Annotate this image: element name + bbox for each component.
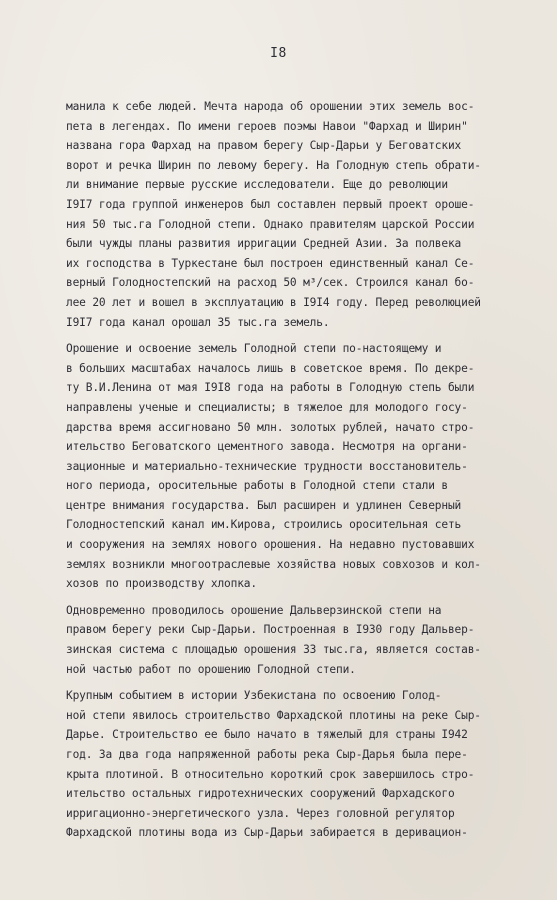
text-line: в больших масштабах началось лишь в советское время. По декре- [66, 361, 475, 375]
paragraph-gap [66, 332, 536, 339]
text-line: направлены ученые и специалисты; в тяжелое для молодого госу- [66, 400, 468, 414]
text-line: Дарье. Строительство ее было начато в тяжелый для страны I942 [66, 728, 468, 742]
text-line: I9I7 года группой инженеров был составлен первый проект ороше- [66, 197, 475, 211]
text-line: Крупным событием в истории Узбекистана по освоению Голод- [66, 689, 442, 703]
text-line: зационные и материально-технические трудности восстановитель- [66, 459, 468, 473]
paragraph-1 [66, 97, 536, 332]
text-line: пета в легендах. По имени героев поэмы Навои "Фархад и Ширин" [66, 119, 468, 133]
text-line: ительство остальных гидротехнических сооружений Фархадского [66, 787, 455, 801]
text-line: ирригационно-энергетического узла. Через головной регулятор [66, 806, 455, 820]
text-line: Фархадской плотины вода из Сыр-Дарьи забирается в деривацион- [66, 826, 468, 840]
text-line: крыта плотиной. В относительно короткий срок завершилось стро- [66, 767, 475, 781]
text-line: манила к себе людей. Мечта народа об орошении этих земель вос- [66, 100, 475, 113]
text-line: ного периода, оросительные работы в Голодной степи стали в [66, 479, 448, 493]
text-line: год. За два года напряженной работы река Сыр-Дарья была пере- [66, 748, 468, 761]
paragraph-3 [66, 601, 536, 679]
text-line: ния 50 тыс.га Голодной степи. Однако правителям царской России [66, 217, 475, 231]
text-line: Орошение и освоение земель Голодной степи по-настоящему и [66, 342, 442, 356]
text-line: правом берегу реки Сыр-Дарьи. Построенная в I930 году Дальвер- [66, 623, 475, 637]
text-line: ной частью работ по орошению Голодной степи. [66, 662, 356, 676]
text-line: Одновременно проводилось орошение Дальверзинской степи на [66, 603, 442, 617]
paragraph-4 [66, 686, 536, 843]
text-line: I9I7 года канал орошал 35 тыс.га земель. [66, 315, 330, 329]
text-line: центре внимания государства. Был расширен и удлинен Северный [66, 498, 462, 512]
text-line: лее 20 лет и вошел в эксплуатацию в I9I4 году. Перед революцией [66, 295, 481, 309]
paragraph-gap [66, 594, 536, 601]
text-line: ительство Беговатского цементного завода. Несмотря на органи- [66, 440, 468, 454]
text-line: зинская система с площадью орошения 33 тыс.га, является состав- [66, 643, 481, 657]
text-line: верный Голодностепский на расход 50 м³/сек. Строился канал бо- [66, 276, 475, 290]
text-line: ной степи явилось строительство Фархадской плотины на реке Сыр- [66, 708, 481, 722]
text-line: ли внимание первые русские исследователи. Еще до революции [66, 178, 448, 192]
text-line: Голодностепский канал им.Кирова, строились оросительная сеть [66, 518, 462, 532]
text-line: названа гора Фархад на правом берегу Сыр-Дарьи у Беговатских [66, 139, 462, 153]
paragraph-2 [66, 339, 536, 594]
text-line: ту В.И.Ленина от мая I9I8 года на работы в Голодную степь были [66, 381, 475, 395]
text-line: дарства время ассигновано 50 млн. золотых рублей, начато стро- [66, 420, 475, 434]
text-line: землях возникли многоотраслевые хозяйства новых совхозов и кол- [66, 557, 481, 571]
text-line: хозов по производству хлопка. [66, 577, 257, 591]
text-line: были чужды планы развития ирригации Средней Азии. За полвека [66, 237, 462, 251]
text-line: и сооружения на землях нового орошения. На недавно пустовавших [66, 538, 475, 552]
document-body [66, 97, 536, 843]
page-number: I8 [270, 46, 287, 61]
paragraph-gap [66, 679, 536, 686]
text-line: ворот и речка Ширин по левому берегу. На Голодную степь обрати- [66, 158, 481, 172]
text-line: их господства в Туркестане был построен единственный канал Се- [66, 256, 475, 270]
